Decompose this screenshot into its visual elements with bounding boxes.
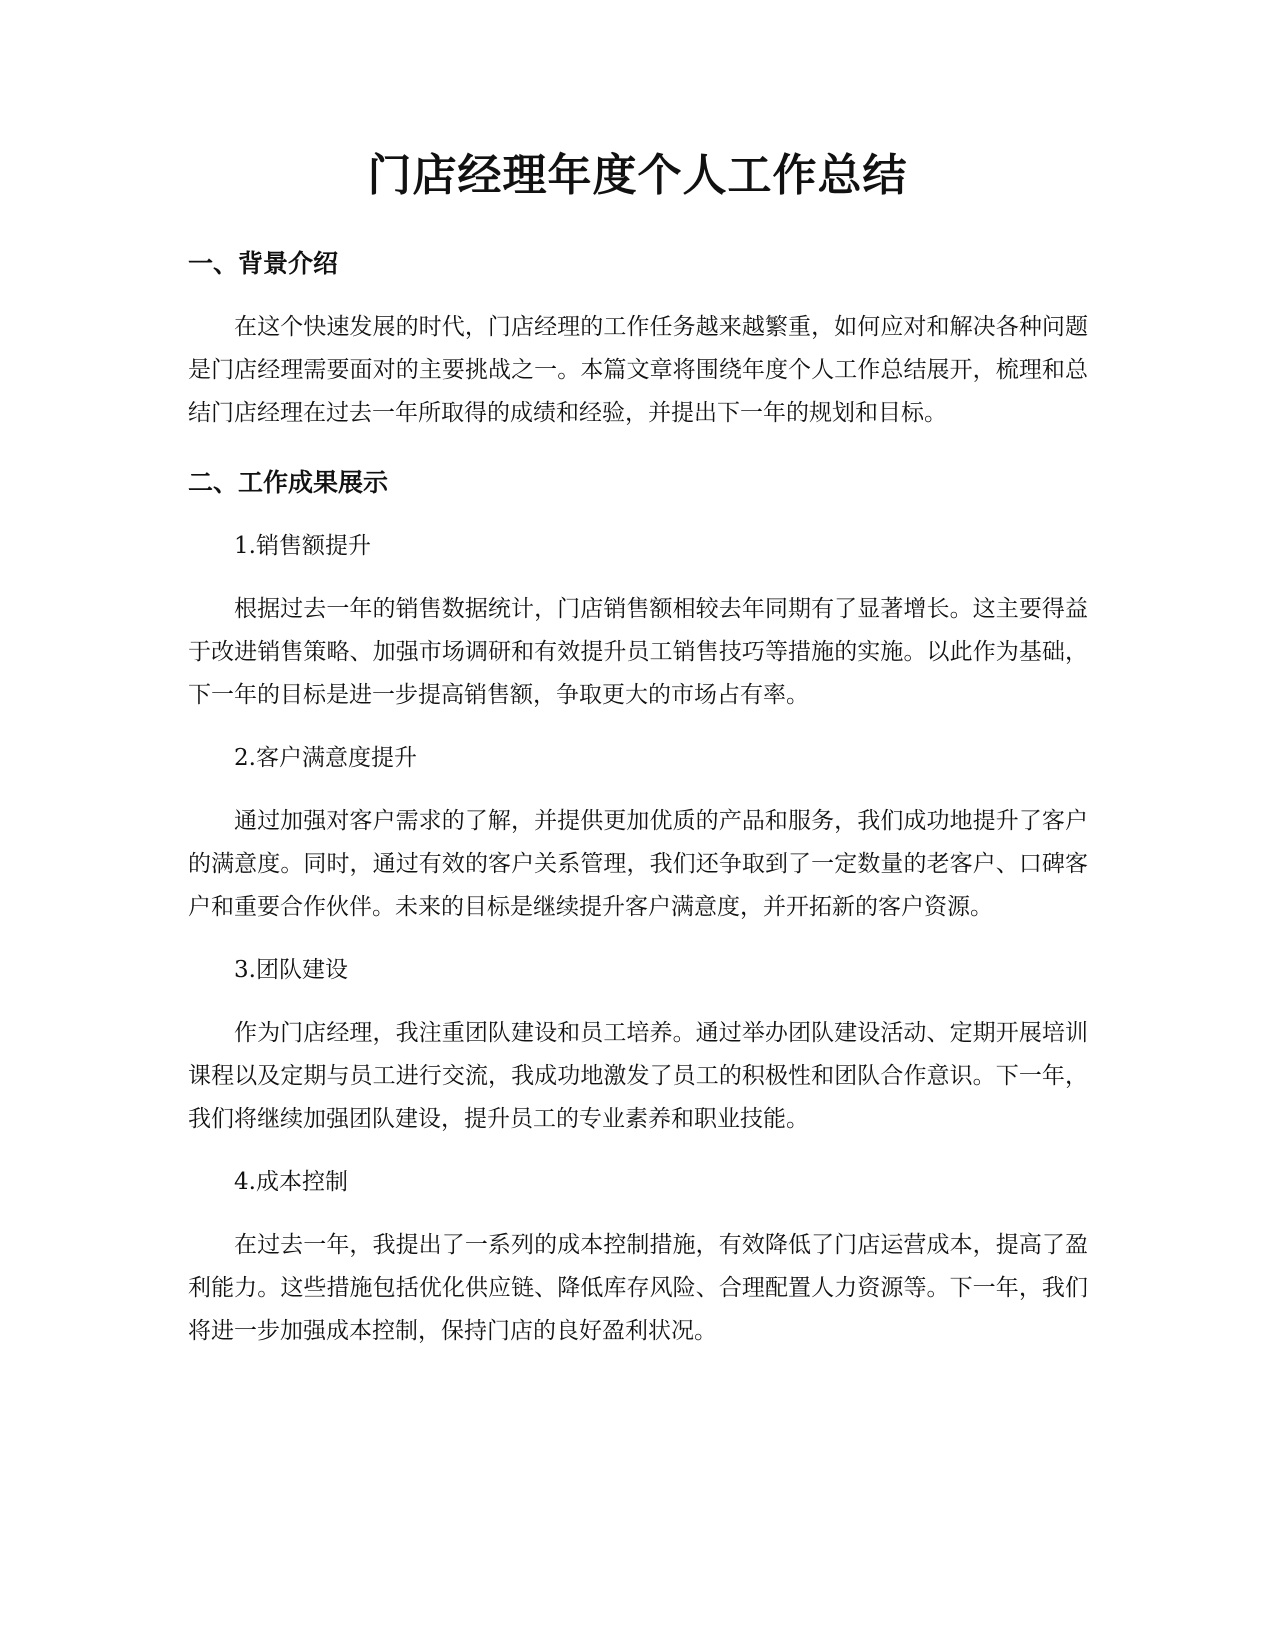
subheading-sales: 1.销售额提升 [234, 533, 371, 559]
document-title: 门店经理年度个人工作总结 [367, 150, 908, 201]
section-heading-achievements: 二、工作成果展示 [188, 468, 389, 497]
paragraph-customer-satisfaction: 通过加强对客户需求的了解，并提供更加优质的产品和服务，我们成功地提升了客户的满意度。同时，通过有效的客户关系管理，我们还争取到了一定数量的老客户、口碑客户和重要合作伙伴。未来的目标是继续提升客户满意度，并开拓新的客户资源。 [188, 808, 1088, 920]
document-body [188, 244, 1088, 1353]
background-paragraph: 在这个快速发展的时代，门店经理的工作任务越来越繁重，如何应对和解决各种问题是门店经理需要面对的主要挑战之一。本篇文章将围绕年度个人工作总结展开，梳理和总结门店经理在过去一年所取得的成绩和经验，并提出下一年的规划和目标。 [188, 314, 1088, 426]
paragraph-sales: 根据过去一年的销售数据统计，门店销售额相较去年同期有了显著增长。这主要得益于改进销售策略、加强市场调研和有效提升员工销售技巧等措施的实施。以此作为基础，下一年的目标是进一步提高销售额，争取更大的市场占有率。 [188, 596, 1088, 708]
subheading-team-building: 3.团队建设 [234, 957, 348, 983]
section-heading-background: 一、背景介绍 [188, 249, 339, 278]
subheading-cost-control: 4.成本控制 [234, 1169, 348, 1195]
paragraph-team-building: 作为门店经理，我注重团队建设和员工培养。通过举办团队建设活动、定期开展培训课程以及定期与员工进行交流，我成功地激发了员工的积极性和团队合作意识。下一年，我们将继续加强团队建设，提升员工的专业素养和职业技能。 [188, 1020, 1088, 1132]
paragraph-cost-control: 在过去一年，我提出了一系列的成本控制措施，有效降低了门店运营成本，提高了盈利能力。这些措施包括优化供应链、降低库存风险、合理配置人力资源等。下一年，我们将进一步加强成本控制，保持门店的良好盈利状况。 [188, 1232, 1088, 1344]
subheading-customer-satisfaction: 2.客户满意度提升 [234, 745, 417, 771]
